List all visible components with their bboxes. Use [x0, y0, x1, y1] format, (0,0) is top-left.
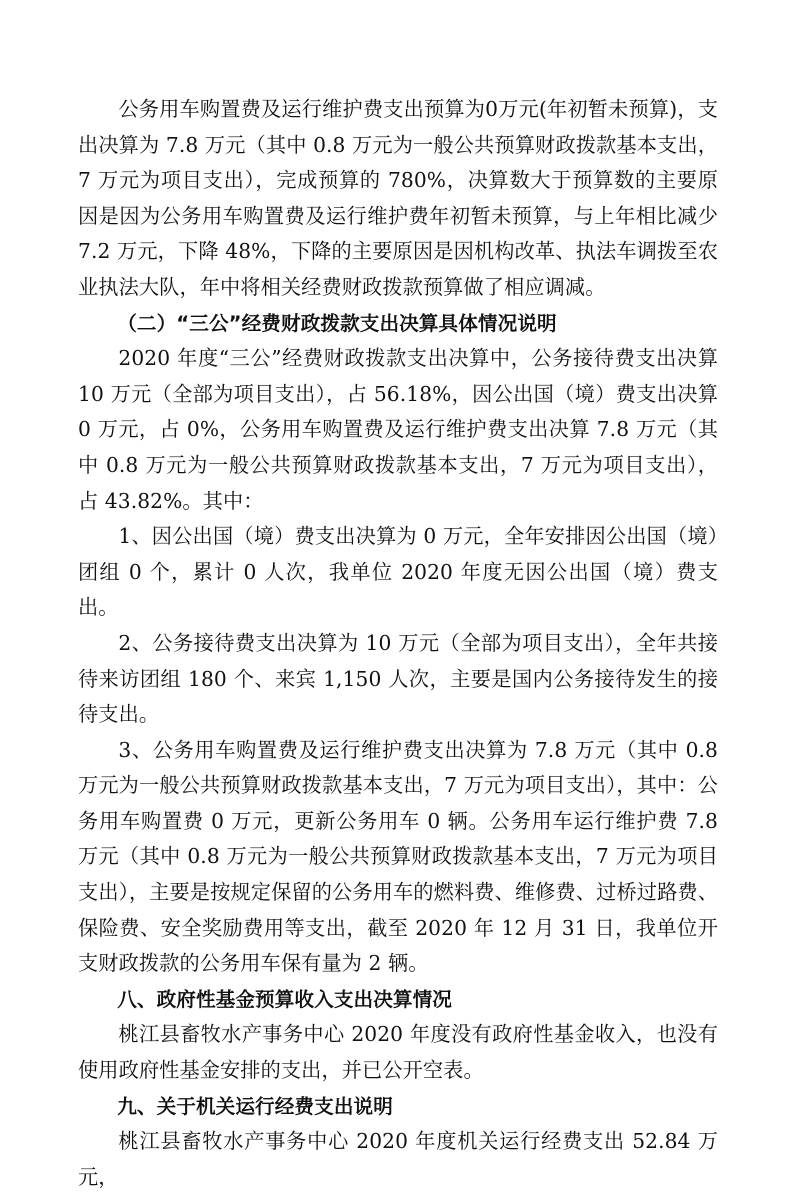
section-heading-operating-expenses: 九、关于机关运行经费支出说明: [117, 1094, 393, 1118]
paragraph-government-fund: 桃江县畜牧水产事务中心 2020 年度没有政府性基金收入，也没有使用政府性基金安排的支出，并已公开空表。: [78, 1022, 718, 1083]
document-body: [78, 92, 718, 1195]
paragraph-official-reception: 2、公务接待费支出决算为 10 万元（全部为项目支出），全年共接待来访团组 180 个、来宾 1,150 人次，主要是国内公务接待发生的接待支出。: [78, 630, 718, 727]
paragraph-operating-expenses: 桃江县畜牧水产事务中心 2020 年度机关运行经费支出 52.84 万元，: [78, 1129, 718, 1189]
paragraph-vehicle-budget: 公务用车购置费及运行维护费支出预算为0万元(年初暂未预算)，支出决算为 7.8 万元（其中 0.8 万元为一般公共预算财政拨款基本支出，7 万元为项目支出），完成预算的 780%，决算数大于预算数的主要原因是因为公务用车购置费及运行维护费年初暂未预算，与上年相比减少 7.2 万元，下降 48%，下降的主要原因是因机构改革、执法车调拨至农业执法大队，年中将相关经费财政拨款预算做了相应调减。: [78, 97, 718, 299]
section-heading-three-public-details: （二）“三公”经费财政拨款支出决算具体情况说明: [117, 311, 557, 335]
paragraph-overseas-travel: 1、因公出国（境）费支出决算为 0 万元，全年安排因公出国（境）团组 0 个，累计 0 人次，我单位 2020 年度无因公出国（境）费支出。: [78, 524, 718, 620]
paragraph-official-vehicles: 3、公务用车购置费及运行维护费支出决算为 7.8 万元（其中 0.8 万元为一般公共预算财政拨款基本支出，7 万元为项目支出），其中：公务用车购置费 0 万元，更新公务用车 0 辆。公务用车运行维护费 7.8 万元（其中 0.8 万元为一般公共预算财政拨款基本支出，7 万元为项目支出），主要是按规定保留的公务用车的燃料费、维修费、过桥过路费、保险费、安全奖励费用等支出，截至 2020 年 12 月 31 日，我单位开支财政拨款的公务用车保有量为 2 辆。: [78, 737, 718, 976]
section-heading-government-fund: 八、政府性基金预算收入支出决算情况: [117, 987, 452, 1011]
paragraph-three-public-summary: 2020 年度“三公”经费财政拨款支出决算中，公务接待费支出决算 10 万元（全部为项目支出），占 56.18%，因公出国（境）费支出决算 0 万元，占 0%，公务用车购置费及运行维护费支出决算 7.8 万元（其中 0.8 万元为一般公共预算财政拨款基本支出，7 万元为项目支出），占 43.82%。其中：: [78, 346, 718, 513]
